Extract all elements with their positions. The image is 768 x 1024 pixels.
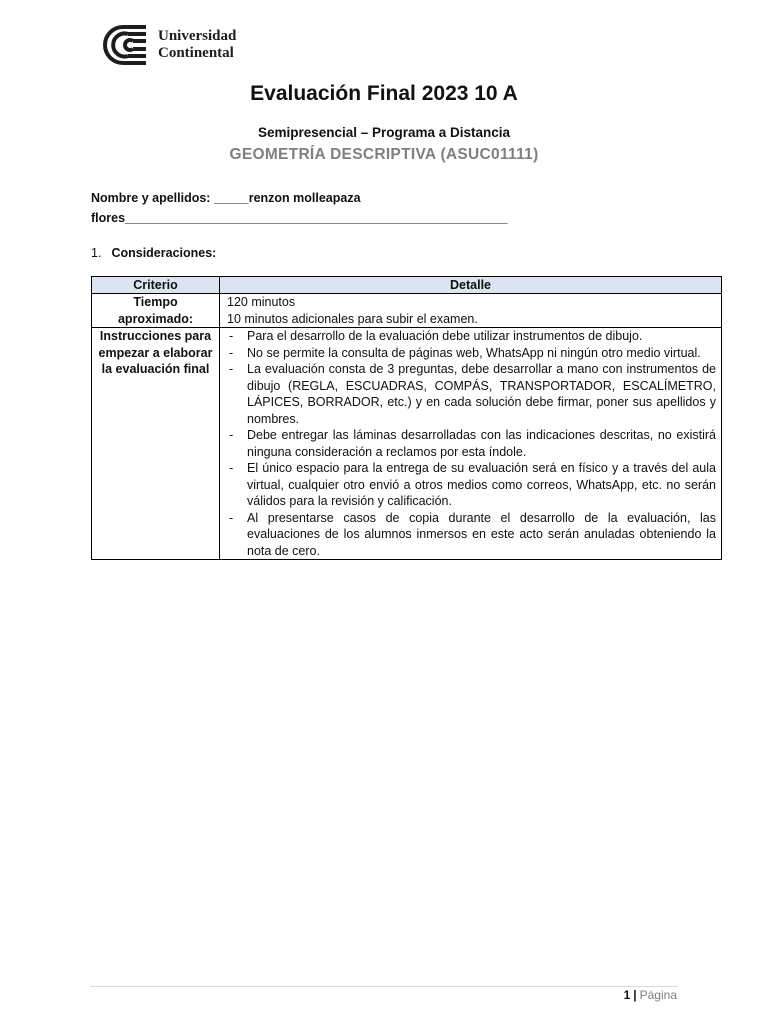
detalle-cell xyxy=(220,328,722,560)
student-name-block xyxy=(91,188,507,228)
header-criterio: Criterio xyxy=(92,277,220,294)
course-name: GEOMETRÍA DESCRIPTIVA (ASUC01111) xyxy=(229,146,539,163)
detail-line: 10 minutos adicionales para subir el examen. xyxy=(227,311,478,326)
university-logo xyxy=(90,22,236,68)
detalle-cell xyxy=(220,294,722,328)
section-number: 1. xyxy=(91,246,102,260)
list-item: - Al presentarse casos de copia durante el desarrollo de la evaluación, las evaluaciones de los alumnos inmersos en este acto serán anuladas obteniendo la nota de cero. xyxy=(227,510,716,560)
footer-divider xyxy=(90,986,678,987)
student-name-line-1: Nombre y apellidos: _____renzon molleapaza xyxy=(91,191,361,205)
student-name-line-2: flores_______________________________________________________ xyxy=(91,211,508,225)
table-row xyxy=(92,328,722,560)
list-item: - No se permite la consulta de páginas web, WhatsApp ni ningún otro medio virtual. xyxy=(227,345,716,362)
list-item: - Debe entregar las láminas desarrolladas con las indicaciones descritas, no existirá ninguna consideración a reclamos por esta índole. xyxy=(227,427,716,460)
considerations-table xyxy=(91,276,722,560)
document-title: Evaluación Final 2023 10 A xyxy=(250,82,518,105)
logo-line-2: Continental xyxy=(158,45,234,61)
header-detalle: Detalle xyxy=(220,277,722,294)
page-label: Página xyxy=(639,988,677,1002)
section-label: Consideraciones: xyxy=(111,246,217,260)
criterio-cell: Tiempo aproximado: xyxy=(92,294,220,328)
table-row xyxy=(92,294,722,328)
logo-line-1: Universidad xyxy=(158,28,237,44)
document-subtitle: Semipresencial – Programa a Distancia xyxy=(257,125,511,140)
section-heading xyxy=(91,245,216,261)
continental-logo-icon xyxy=(90,22,150,68)
list-item: - La evaluación consta de 3 preguntas, debe desarrollar a mano con instrumentos de dibujo (REGLA, ESCUADRAS, COMPÁS, TRANSPORTADOR, ESCALÍMETRO, LÁPICES, BORRADOR, etc.) y en cada solución debe firmar, poner sus apellidos y nombres. xyxy=(227,361,716,427)
table-header-row xyxy=(92,277,722,294)
page-number: 1 xyxy=(623,988,631,1002)
detail-line: 120 minutos xyxy=(227,295,296,309)
criterio-cell: Instrucciones para empezar a elaborar la evaluación final xyxy=(92,328,220,560)
list-item: - Para el desarrollo de la evaluación debe utilizar instrumentos de dibujo. xyxy=(227,328,716,345)
footer-separator: | xyxy=(633,988,637,1002)
instructions-list xyxy=(227,328,716,559)
list-item: - El único espacio para la entrega de su evaluación será en físico y a través del aula virtual, cualquier otro envió a otros medios como correos, WhatsApp, etc. no serán válidos para la revisión y calificación. xyxy=(227,460,716,510)
logo-wordmark xyxy=(158,28,236,62)
page-footer xyxy=(624,988,677,1002)
